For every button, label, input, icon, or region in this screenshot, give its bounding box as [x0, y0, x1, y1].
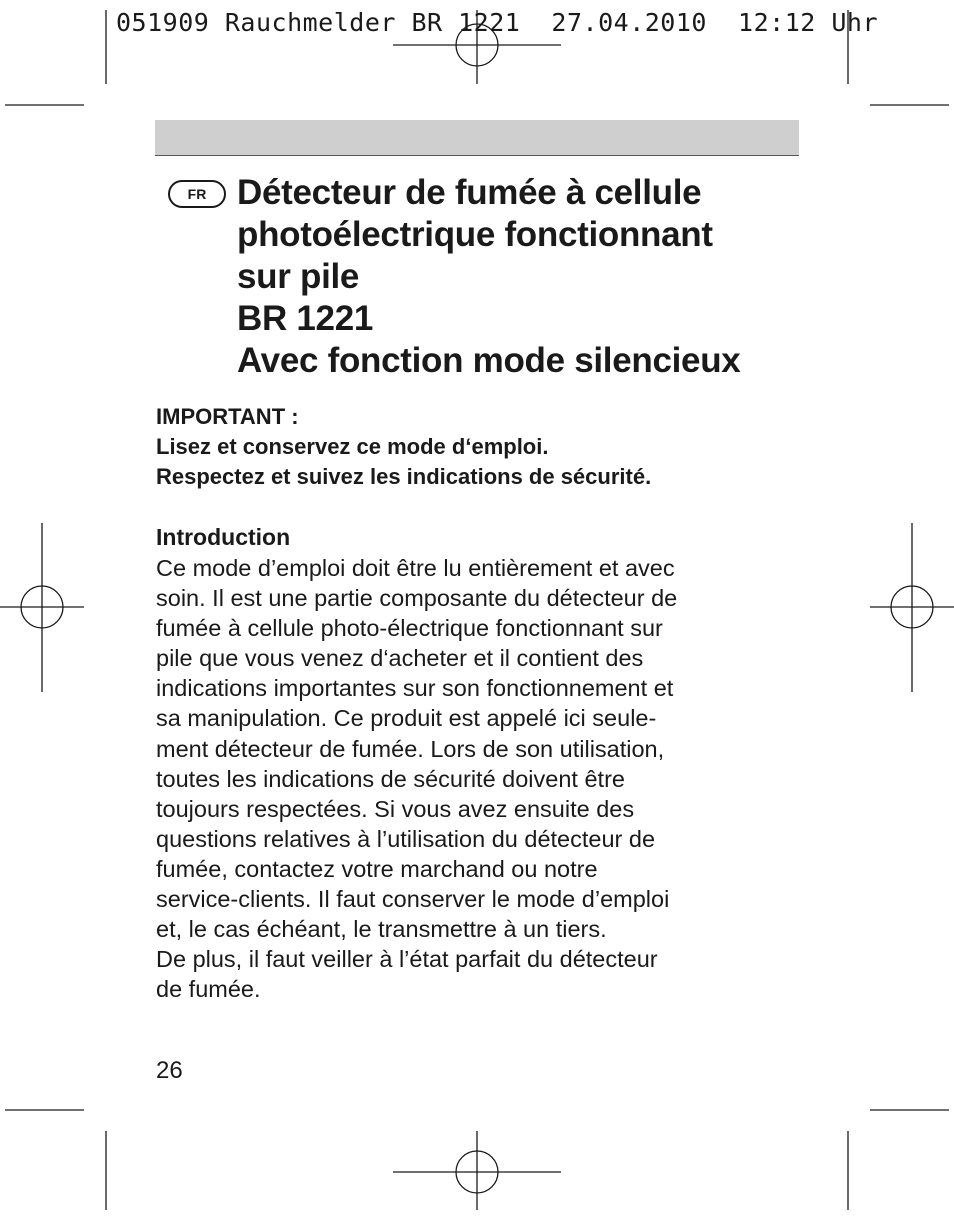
important-line: IMPORTANT :: [156, 404, 299, 429]
body-line: sa manipulation. Ce produit est appelé ici seule-: [156, 705, 657, 732]
introduction-body: [156, 553, 816, 1004]
registration-mark-bottom: [393, 1131, 561, 1210]
body-line: soin. Il est une partie composante du détecteur de: [156, 585, 678, 612]
print-slug-line: 051909 Rauchmelder BR 1221 27.04.2010 12:12 Uhr: [116, 8, 879, 37]
title-line: BR 1221: [237, 299, 374, 338]
body-line: De plus, il faut veiller à l’état parfait du détecteur: [156, 946, 658, 973]
body-line: fumée à cellule photo-électrique fonctionnant sur: [156, 615, 663, 642]
body-line: toutes les indications de sécurité doivent être: [156, 765, 625, 792]
page-number: 26: [156, 1057, 183, 1084]
body-line: ment détecteur de fumée. Lors de son utilisation,: [156, 735, 665, 762]
important-line: Lisez et conservez ce mode d‘emploi.: [156, 434, 549, 459]
title-line: Avec fonction mode silencieux: [237, 341, 741, 380]
body-line: questions relatives à l’utilisation du détecteur de: [156, 825, 656, 852]
registration-mark-left: [0, 523, 84, 692]
body-line: pile que vous venez d‘acheter et il contient des: [156, 645, 644, 672]
body-line: toujours respectées. Si vous avez ensuite des: [156, 795, 635, 822]
body-line: fumée, contactez votre marchand ou notre: [156, 855, 598, 882]
body-line: de fumée.: [156, 976, 261, 1003]
introduction-heading: Introduction: [156, 524, 291, 550]
body-line: Ce mode d’emploi doit être lu entièrement et avec: [156, 555, 675, 581]
body-line: et, le cas échéant, le transmettre à un tiers.: [156, 916, 607, 943]
title-line: photoélectrique fonctionnant: [237, 215, 713, 254]
registration-mark-right: [870, 523, 954, 692]
title-line: Détecteur de fumée à cellule: [237, 173, 702, 212]
important-line: Respectez et suivez les indications de sécurité.: [156, 464, 652, 489]
document-title: [237, 172, 817, 382]
header-band: [155, 120, 799, 156]
body-line: indications importantes sur son fonctionnement et: [156, 675, 674, 702]
title-line: sur pile: [237, 257, 360, 296]
language-badge: FR: [168, 180, 226, 208]
important-notice: [156, 402, 816, 492]
body-line: service-clients. Il faut conserver le mode d’emploi: [156, 886, 670, 913]
